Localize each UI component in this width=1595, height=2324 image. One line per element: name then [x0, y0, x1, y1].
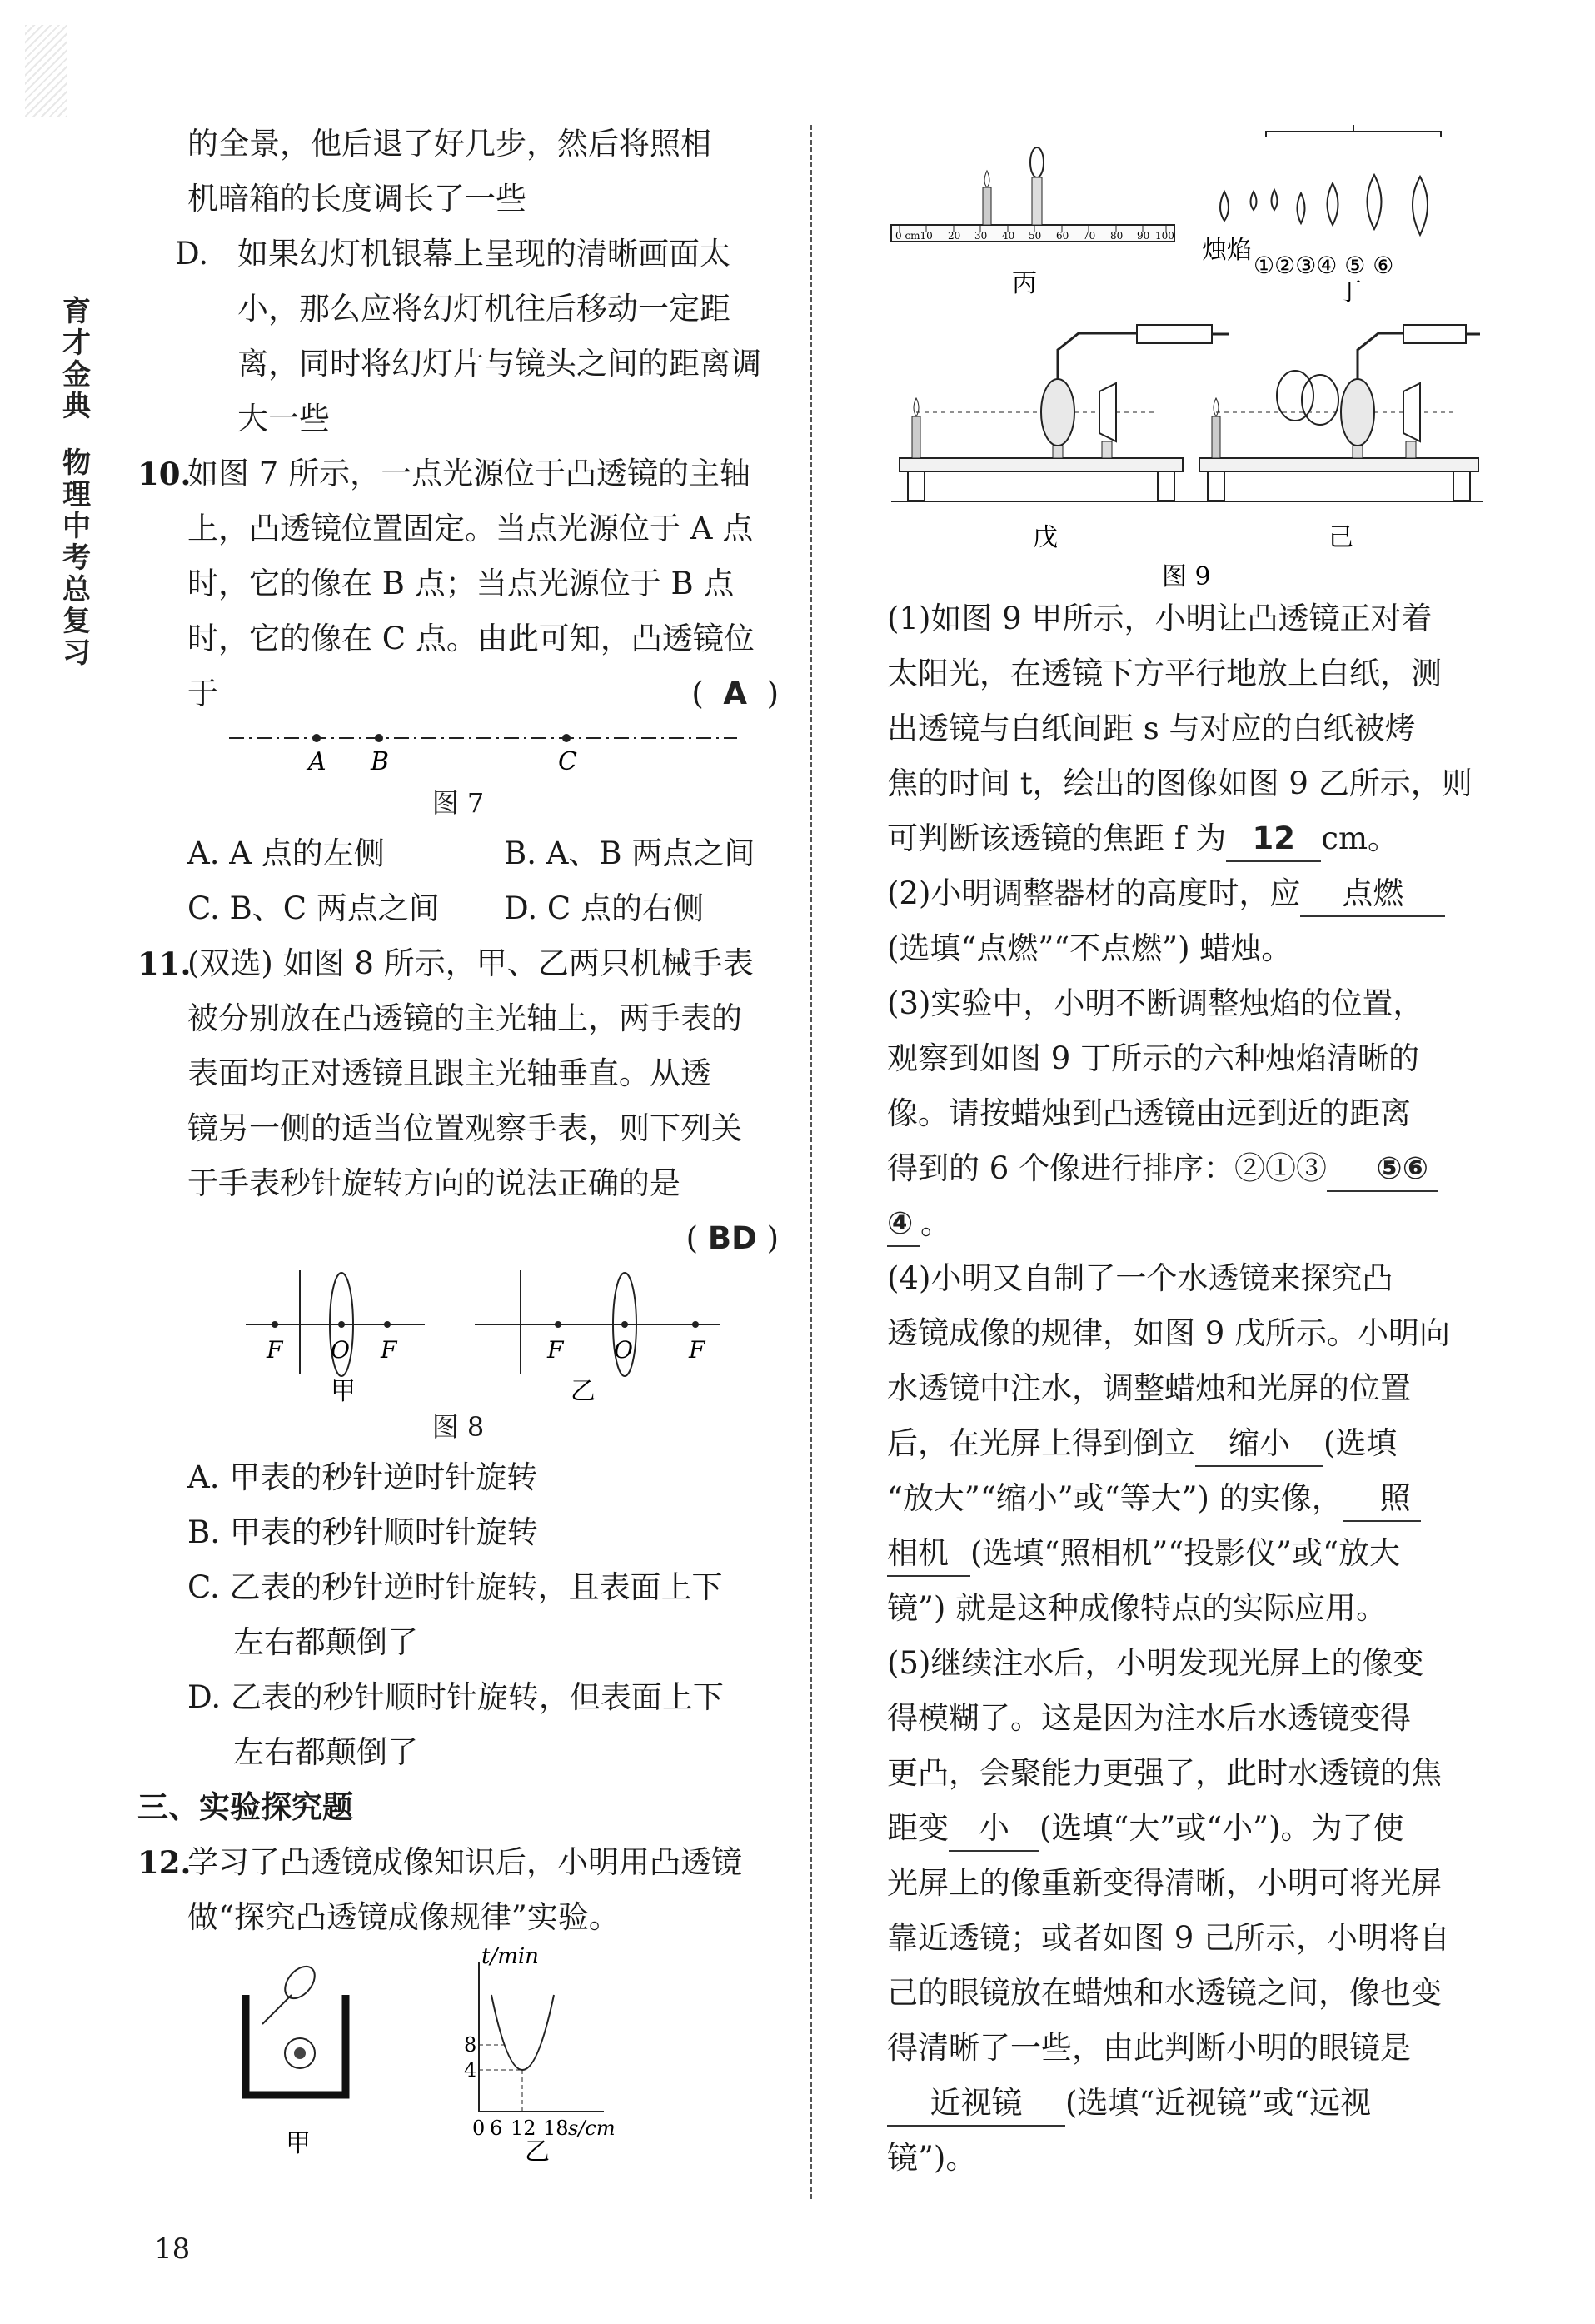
- answer-10: A: [723, 676, 748, 711]
- answer-bracket-11: ( BD ): [685, 1220, 779, 1256]
- answer-focal-length: 12: [1252, 820, 1295, 856]
- fig9-ji-label: 己: [1328, 523, 1353, 552]
- box-outline: [246, 1995, 346, 2095]
- flame-bracket: [1266, 125, 1441, 137]
- question-12: 12. 学习了凸透镜成像知识后，小明用凸透镜 做“探究凸透镜成像规律”实验。: [137, 1844, 742, 1935]
- svg-text:18: 18: [543, 2117, 569, 2140]
- q10-option-d: D. C 点的右侧: [504, 890, 704, 926]
- figure-9: [887, 125, 1487, 591]
- part-4: (4)小明又自制了一个水透镜来探究凸 透镜成像的规律，如图 9 戊所示。小明向 水透镜中注水，调整蜡烛和光屏的位置 后，在光屏上得到倒立 缩小 (选填 “放大”“缩小”或“等大”) 的实像， 照 相机 (选填“照相机”“投影仪”或“放大 镜”) 就是这种成像特点的实际应用。: [887, 1260, 1451, 1626]
- q11-option-a: A. 甲表的秒针逆时针旋转: [187, 1459, 538, 1495]
- answer-glasses-type: 近视镜: [930, 2085, 1023, 2121]
- answer-device-a: 照: [1379, 1480, 1411, 1516]
- part-5: (5)继续注水后，小明发现光屏上的像变 得模糊了。这是因为注水后水透镜变得 更凸，会聚能力更强了，此时水透镜的焦 距变 小 (选填“大”或“小”)。为了使 光屏上的像重新变得清晰，小明可将光屏 靠近透镜；或者如图 9 己所示，小明将自 己的眼镜放在蜡烛和水透镜之间，像也变 得清晰了一些，由此判断小明的眼镜是 近视镜 (选填“近视镜”或“远视 镜”)。: [887, 1645, 1451, 2176]
- q11-option-d: D. 乙表的秒针顺时针旋转，但表面上下 左右都颠倒了: [187, 1679, 724, 1770]
- fig12-a-box: [246, 1961, 346, 2158]
- svg-text:70: 70: [1083, 230, 1096, 242]
- flame-label: 烛焰: [1202, 236, 1252, 265]
- svg-text:50: 50: [1029, 230, 1042, 242]
- fig8b-focus-left: [555, 1321, 561, 1328]
- fig9-ding-flames: [1202, 125, 1441, 307]
- ji-candle: [1212, 416, 1220, 458]
- svg-text:0: 0: [472, 2117, 486, 2140]
- fig8-a: [246, 1270, 425, 1404]
- bench-lens: [1030, 147, 1044, 177]
- question-10: 10. 如图 7 所示，一点光源位于凸透镜的主轴 上，凸透镜位置固定。当点光源位于 A 点 时，它的像在 B 点；当点光源位于 B 点 时，它的像在 C 点。由此可知，凸透镜位 于 ( A ): [137, 446, 779, 721]
- fig8b-focus-right: [692, 1321, 699, 1328]
- column-divider: [810, 125, 812, 2199]
- label-c: C: [558, 747, 577, 776]
- wu-bench: [900, 458, 1183, 471]
- fig12a-label: 甲: [286, 2129, 311, 2158]
- q11-options: [137, 1450, 779, 1780]
- fig12-b-graph: [464, 1945, 616, 2162]
- fig9-bing-bench: [891, 147, 1174, 298]
- section-heading-experiment: 三、实验探究题: [137, 1789, 353, 1825]
- svg-text:F: F: [547, 1336, 564, 1364]
- point-b: [375, 734, 383, 742]
- wu-candle: [912, 416, 920, 458]
- q10-options: [137, 826, 779, 936]
- side-title: 育 才 金 典 物 理 中 考 总 复 习: [62, 295, 91, 670]
- svg-text:90: 90: [1137, 230, 1150, 242]
- svg-text:O: O: [614, 1336, 633, 1364]
- point-a: [312, 734, 321, 742]
- fig8a-focus-right: [384, 1321, 391, 1328]
- graph-curve: [491, 1995, 554, 2070]
- flame-numbers: ①②③④ ⑤ ⑥: [1254, 252, 1394, 279]
- flame-2: [1272, 190, 1278, 210]
- answer-order-a: ⑤⑥: [1376, 1150, 1429, 1186]
- answer-focal-change: 小: [979, 1810, 1009, 1846]
- ji-bench: [1199, 458, 1478, 471]
- flame-original: [1220, 192, 1229, 221]
- svg-text:8: 8: [464, 2033, 477, 2057]
- option-d-previous: D. 如果幻灯机银幕上呈现的清晰画面太 小，那么应将幻灯机往后移动一定距 离，同时将幻灯片与镜头之间的距离调 大一些: [175, 236, 761, 436]
- lens-handle: [262, 1995, 292, 2024]
- answer-device-b: 相机: [887, 1535, 949, 1571]
- flame-6: [1413, 177, 1428, 235]
- left-column: [137, 117, 779, 2162]
- fig9-bing-label: 丙: [1012, 269, 1037, 298]
- continued-text: 的全景，他后退了好几步，然后将照相 机暗箱的长度调长了一些: [187, 126, 711, 217]
- part-3: (3)实验中，小明不断调整烛焰的位置， 观察到如图 9 丁所示的六种烛焰清晰的 像。请按蜡烛到凸透镜由远到近的距离 得到的 6 个像进行排序：②①③ ⑤⑥ ④ 。: [887, 976, 1487, 1251]
- q10-option-a: A. A 点的左侧: [187, 835, 385, 871]
- figure-8-lens-diagrams: [137, 1266, 779, 1404]
- candle-flame: [984, 171, 989, 187]
- page-number: 18: [154, 2232, 191, 2266]
- svg-text:20: 20: [948, 230, 961, 242]
- fig9-wu-setup: [891, 325, 1229, 552]
- svg-text:6: 6: [490, 2117, 503, 2140]
- svg-text:100: 100: [1155, 230, 1174, 242]
- svg-text:F: F: [689, 1336, 705, 1364]
- syringe-body: [1137, 325, 1212, 343]
- fig9-wu-label: 戊: [1033, 523, 1058, 552]
- fig8b-center: [621, 1321, 628, 1328]
- svg-text:30: 30: [974, 230, 988, 242]
- q10-option-b: B. A、B 两点之间: [504, 835, 755, 871]
- glasses: [1277, 371, 1313, 421]
- answer-bracket-10: 于 ( A ): [187, 676, 779, 711]
- graph-xlabel: s/cm: [568, 2117, 616, 2140]
- fig9-ding-label: 丁: [1337, 277, 1362, 307]
- svg-text:60: 60: [1056, 230, 1069, 242]
- fig8b-label: 乙: [571, 1377, 596, 1404]
- answer-11: BD: [707, 1220, 757, 1256]
- svg-text:0 cm10: 0 cm10: [895, 230, 933, 242]
- svg-text:F: F: [267, 1336, 283, 1364]
- svg-text:4: 4: [464, 2058, 477, 2082]
- fig8a-label: 甲: [331, 1377, 356, 1404]
- figure-7-caption: 图 7: [431, 787, 485, 819]
- right-column: [887, 125, 1487, 2186]
- screen: [1099, 383, 1116, 441]
- svg-text:O: O: [331, 1336, 350, 1364]
- svg-text:40: 40: [1002, 230, 1015, 242]
- flame-5: [1368, 175, 1382, 229]
- fig12b-label: 乙: [525, 2137, 550, 2162]
- svg-text:12: 12: [511, 2117, 536, 2140]
- fig8a-center: [338, 1321, 345, 1328]
- corner-hatch-decoration: [25, 25, 67, 117]
- flame-4: [1328, 183, 1338, 225]
- focus-spot-inner: [294, 2047, 306, 2059]
- answer-order-b: ④: [887, 1205, 914, 1241]
- candle: [983, 187, 991, 225]
- fig9-ji-setup: [1191, 325, 1483, 552]
- fig8a-focus-left: [272, 1321, 278, 1328]
- lens-holder: [1032, 177, 1042, 225]
- label-b: B: [371, 747, 390, 776]
- part-2: (2)小明调整器材的高度时，应 点燃 (选填“点燃”“不点燃”) 蜡烛。: [887, 866, 1487, 976]
- flame-3: [1298, 193, 1305, 223]
- graph-ylabel: t/min: [481, 1945, 539, 1969]
- figure-12-setup-and-graph: [137, 1945, 779, 2162]
- lens-shape: [279, 1961, 321, 2004]
- answer-candle-lit: 点燃: [1342, 875, 1404, 911]
- label-a: A: [308, 747, 326, 776]
- q11-option-b: B. 甲表的秒针顺时针旋转: [187, 1514, 538, 1550]
- figure-9-caption: 图 9: [1162, 562, 1211, 591]
- q10-option-c: C. B、C 两点之间: [187, 890, 440, 926]
- ji-water-lens: [1341, 379, 1374, 446]
- q11-option-c: C. 乙表的秒针逆时针旋转，且表面上下 左右都颠倒了: [187, 1569, 723, 1660]
- figure-8-caption: 图 8: [431, 1411, 485, 1443]
- flame-1: [1251, 192, 1257, 210]
- svg-text:80: 80: [1110, 230, 1124, 242]
- question-11: 11. (双选) 如图 8 所示，甲、乙两只机械手表 被分别放在凸透镜的主光轴上，两手表的 表面均正对透镜且跟主光轴垂直。从透 镜另一侧的适当位置观察手表，则下列关 于手表秒针旋转方向的说法正确的是 ( BD ): [137, 936, 779, 1266]
- answer-image-size: 缩小: [1229, 1425, 1290, 1461]
- water-lens: [1041, 379, 1074, 446]
- figure-7-axis: [187, 721, 779, 780]
- part-1: (1)如图 9 甲所示，小明让凸透镜正对着 太阳光，在透镜下方平行地放上白纸，测 出透镜与白纸间距 s 与对应的白纸被烤 焦的时间 t，绘出的图像如图 9 乙所示，则 可判断该透镜的焦距 f 为 12 cm。: [887, 591, 1487, 866]
- svg-text:F: F: [381, 1336, 397, 1364]
- point-c: [562, 734, 571, 742]
- fig8-b: [475, 1270, 720, 1404]
